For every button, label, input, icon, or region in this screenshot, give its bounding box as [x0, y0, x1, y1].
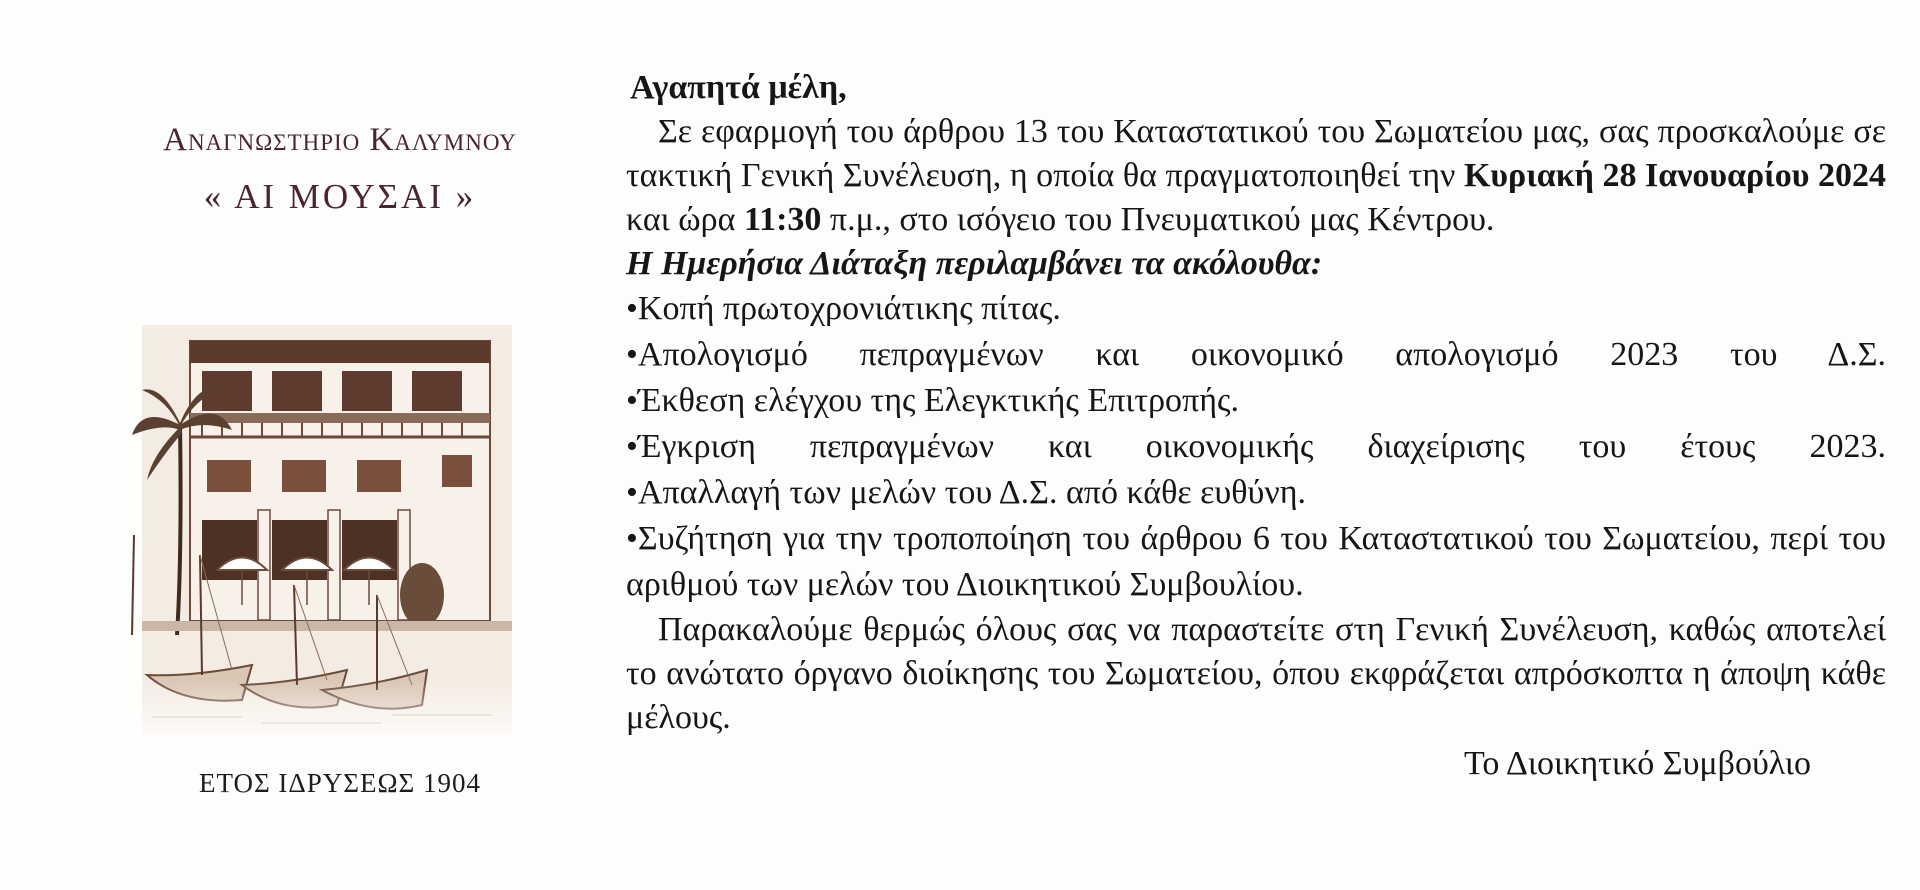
closing-paragraph: [626, 608, 1886, 740]
intro-text-3: π.μ., στο ισόγειο του Πνευματικού μας Κέντρου.: [821, 201, 1495, 238]
agenda-item: •Έγκριση πεπραγμένων και οικονομικής διαχείρισης του έτους 2023.: [626, 428, 1886, 465]
club-panel: [40, 110, 640, 798]
club-motto: « ΑΙ ΜΟΥΣΑΙ »: [203, 177, 477, 216]
agenda-item: •Κοπή πρωτοχρονιάτικης πίτας.: [626, 290, 1061, 327]
founding-year: ΕΤΟΣ ΙΔΡΥΣΕΩΣ 1904: [198, 768, 482, 798]
signature: Το Διοικητικό Συμβούλιο: [1463, 745, 1811, 782]
agenda-title: Η Ημερήσια Διάταξη περιλαμβάνει τα ακόλουθα:: [626, 245, 1323, 282]
agenda-list: [626, 286, 1886, 608]
meeting-date: Κυριακή 28 Ιανουαρίου 2024: [1463, 157, 1886, 194]
greeting: Αγαπητά μέλη,: [630, 69, 847, 106]
building-sketch-illustration: [122, 305, 527, 745]
meeting-time: 11:30: [743, 201, 822, 238]
agenda-item: •Απαλλαγή των μελών του Δ.Σ. από κάθε ευθύνη.: [626, 474, 1307, 511]
agenda-item: •Έκθεση ελέγχου της Ελεγκτικής Επιτροπής.: [626, 382, 1239, 419]
closing-text: Παρακαλούμε θερμώς όλους σας να παραστείτε στη Γενική Συνέλευση, καθώς αποτελεί το ανώτατο όργανο διοίκησης του Σωματείου, όπου εκφράζεται απρόσκοπτα η άποψη κάθε μέλους.: [626, 611, 1886, 736]
agenda-item: •Συζήτηση για την τροποποίηση του άρθρου 6 του Καταστατικού του Σωματείου, περί του αριθμού των μελών του Διοικητικού Συμβουλίου.: [626, 520, 1886, 603]
intro-text-2: και ώρα: [626, 201, 744, 238]
intro-text-1: Σε εφαρμογή του άρθρου 13 του Καταστατικού του Σωματείου μας, σας προσκαλούμε σε τακτική Γενική Συνέλευση, η οποία θα πραγματοποιηθεί την: [626, 113, 1886, 194]
club-name: Αναγνωστηριο Καλυμνου: [163, 122, 517, 158]
agenda-item: •Απολογισμό πεπραγμένων και οικονομικό απολογισμό 2023 του Δ.Σ.: [626, 336, 1886, 373]
intro-paragraph: [626, 110, 1886, 242]
invitation-letter: [626, 66, 1886, 786]
